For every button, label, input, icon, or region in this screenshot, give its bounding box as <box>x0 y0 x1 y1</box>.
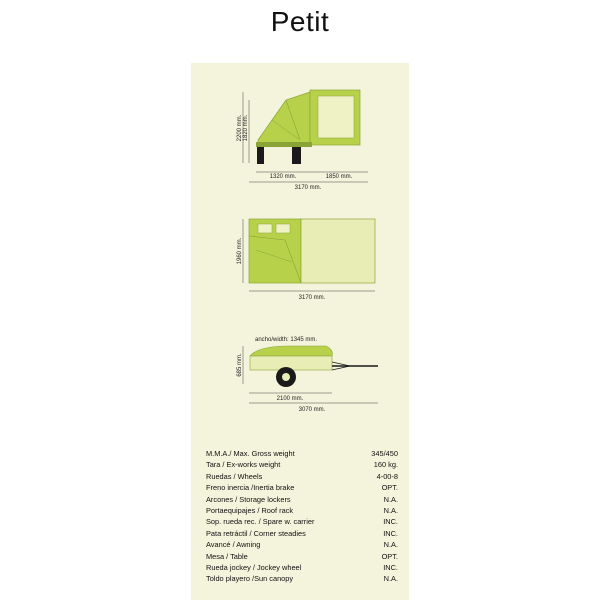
spec-row <box>206 539 398 550</box>
dim-height-total-label: 2200 mm. <box>237 114 243 142</box>
spec-value: N.A. <box>383 505 398 515</box>
dim-length-front-label: 1320 mm. <box>269 174 297 180</box>
dim-height-body-label: 1820 mm. <box>243 114 249 142</box>
closed-lid <box>250 346 332 356</box>
spec-value: 345/450 <box>371 449 398 458</box>
side-trailer-base <box>256 142 312 147</box>
spec-value: N.A. <box>383 574 398 584</box>
side-view-drawing <box>237 90 368 191</box>
spec-value: INC. <box>383 562 398 572</box>
spec-row <box>206 573 398 584</box>
side-wheel <box>292 147 301 164</box>
top-bed-area <box>249 219 301 283</box>
spec-value: INC. <box>383 517 398 527</box>
page-title: Petit <box>270 6 330 37</box>
spec-value: OPT. <box>381 483 398 493</box>
spec-value: N.A. <box>383 494 398 504</box>
closed-body-length-label: 2100 mm. <box>276 396 304 402</box>
spec-row <box>206 505 398 516</box>
side-corner-steady <box>257 147 264 164</box>
spec-row <box>206 494 398 505</box>
top-view-drawing <box>237 219 375 301</box>
dim-top-length-label: 3170 mm. <box>298 295 326 301</box>
spec-value: 4-00-8 <box>376 471 398 481</box>
spec-label: Toldo playero /Sun canopy <box>206 574 294 584</box>
closed-view-drawing <box>237 337 378 413</box>
spec-value: N.A. <box>383 540 398 550</box>
spec-row <box>206 516 398 527</box>
spec-row <box>206 551 398 562</box>
closed-wheel-hub <box>282 373 290 381</box>
spec-row <box>206 528 398 539</box>
spec-table <box>206 448 398 585</box>
spec-row <box>206 471 398 482</box>
closed-total-length-label: 3070 mm. <box>298 407 326 413</box>
spec-label: Ruedas / Wheels <box>206 471 263 481</box>
spec-label: Rueda jockey / Jockey wheel <box>206 562 302 572</box>
spec-label: Pata retráctil / Corner steadies <box>206 528 306 538</box>
spec-value: OPT. <box>381 551 398 561</box>
spec-label: Tara / Ex-works weight <box>206 460 281 470</box>
top-pillow-right <box>276 224 290 233</box>
side-tent-front-shape <box>258 92 310 145</box>
dim-length-rear-label: 1850 mm. <box>325 174 353 180</box>
spec-row <box>206 482 398 493</box>
dim-length-total-label: 3170 mm. <box>294 185 322 191</box>
closed-height-label: 685 mm. <box>237 353 243 377</box>
spec-label: Portaequipajes / Roof rack <box>206 505 294 515</box>
spec-label: Arcones / Storage lockers <box>206 494 291 504</box>
closed-body <box>250 356 332 370</box>
spec-label: Sop. rueda rec. / Spare w. carrier <box>206 517 315 527</box>
spec-row <box>206 562 398 573</box>
top-annex-area <box>301 219 375 283</box>
dim-width-label: 1960 mm. <box>237 237 243 265</box>
top-pillow-left <box>258 224 272 233</box>
spec-value: INC. <box>383 528 398 538</box>
spec-label: M.M.A./ Max. Gross weight <box>206 449 295 458</box>
spec-row <box>206 448 398 459</box>
spec-row <box>206 459 398 470</box>
spec-label: Mesa / Table <box>206 551 248 561</box>
closed-width-label: ancho/width: 1345 mm. <box>255 337 318 343</box>
side-tent-window <box>318 96 354 138</box>
spec-value: 160 kg. <box>373 460 398 470</box>
spec-label: Avancé / Awning <box>206 540 261 550</box>
spec-label: Freno inercia /Inertia brake <box>206 483 295 493</box>
